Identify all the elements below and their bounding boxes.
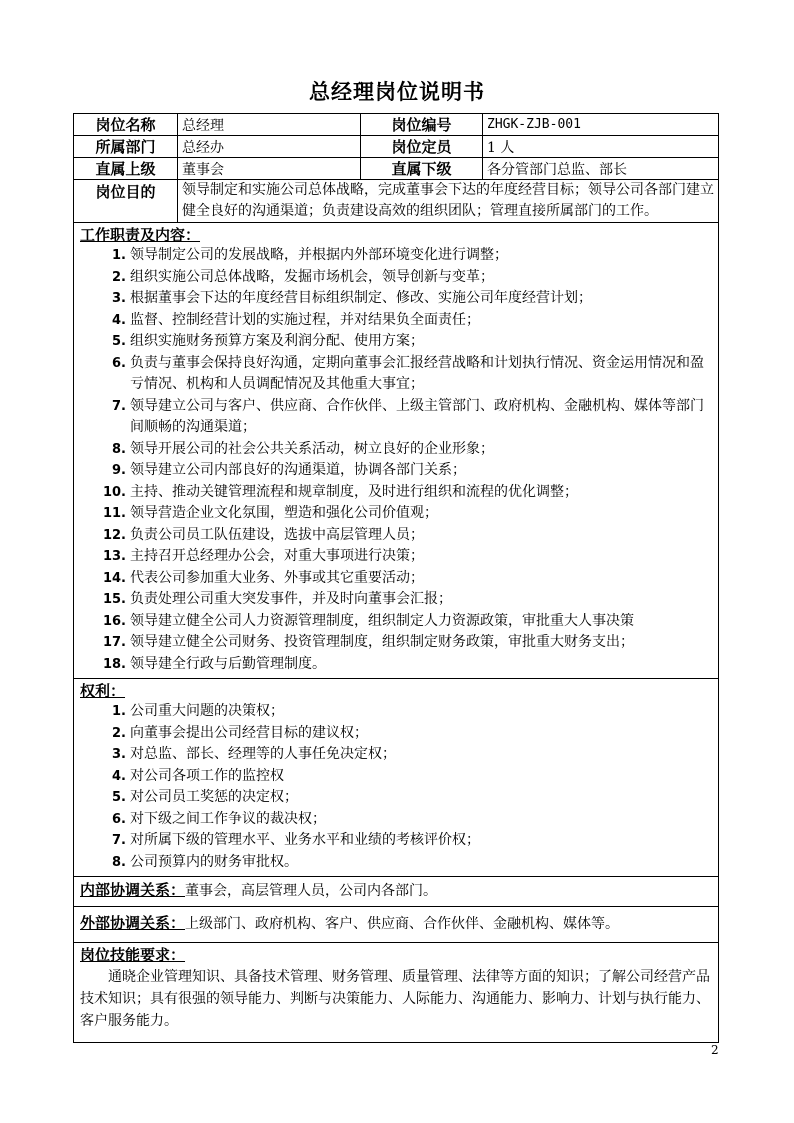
duty-item-text: 领导建立公司内部良好的沟通渠道，协调各部门关系； xyxy=(130,462,466,478)
right-item-text: 公司预算内的财务审批权。 xyxy=(130,853,298,870)
purpose-value: 领导制定和实施公司总体战略，完成董事会下达的年度经营目标；领导公司各部门建立健全良好的沟通渠道；负责建设高效的组织团队；管理直接所属部门的工作。 xyxy=(178,180,719,223)
duty-item-text: 负责与董事会保持良好沟通，定期向董事会汇报经营战略和计划执行情况、资金运用情况和盈亏情况、机构和人员调配情况及其他重大事宜； xyxy=(130,354,704,392)
duty-item-number: 12. xyxy=(102,527,126,543)
duties-title: 工作职责及内容： xyxy=(80,226,201,244)
duty-item xyxy=(80,546,712,568)
skills-text: 通晓企业管理知识、具备技术管理、财务管理、质量管理、法律等方面的知识；了解公司经营产品技术知识；具有很强的领导能力、判断与决策能力、人际能力、沟通能力、影响力、计划与执行能力、客户服务能力。 xyxy=(80,969,710,1029)
right-item xyxy=(80,723,712,745)
department-value: 总经办 xyxy=(178,136,361,158)
duty-item xyxy=(80,503,712,525)
duties-section xyxy=(74,223,719,679)
duty-item-text: 领导建立公司与客户、供应商、合作伙伴、上级主管部门、政府机构、金融机构、媒体等部门间顺畅的沟通渠道； xyxy=(130,397,704,435)
department-label: 所属部门 xyxy=(74,136,178,158)
right-item-number: 1. xyxy=(112,704,126,719)
row-internal xyxy=(74,877,719,907)
row-skills xyxy=(74,943,719,1043)
row-position xyxy=(74,114,719,136)
duty-item xyxy=(80,396,712,439)
duty-item-number: 3. xyxy=(112,291,126,306)
position-name-value: 总经理 xyxy=(178,114,361,136)
duty-item-number: 1. xyxy=(112,248,126,263)
duty-item-text: 负责公司员工队伍建设，选拔中高层管理人员； xyxy=(130,526,424,543)
duty-item-text: 负责处理公司重大突发事件，并及时向董事会汇报； xyxy=(130,591,452,607)
duty-item xyxy=(80,245,712,267)
duty-item-number: 10. xyxy=(102,484,126,500)
duty-item-text: 领导营造企业文化氛围，塑造和强化公司价值观； xyxy=(130,505,438,521)
duty-item-number: 18. xyxy=(102,656,126,672)
duty-item-number: 17. xyxy=(102,635,126,650)
duty-item xyxy=(80,611,712,633)
right-item xyxy=(80,787,712,809)
duty-item xyxy=(80,568,712,590)
position-code-label: 岗位编号 xyxy=(361,114,483,136)
duty-item-text: 主持、推动关键管理流程和规章制度，及时进行组织和流程的优化调整； xyxy=(130,483,578,500)
duty-item xyxy=(80,353,712,396)
duties-list xyxy=(80,245,712,675)
right-item-number: 2. xyxy=(112,725,126,741)
right-item xyxy=(80,766,712,788)
duty-item xyxy=(80,267,712,289)
duty-item-number: 14. xyxy=(102,570,126,586)
page-number: 2 xyxy=(711,1043,719,1057)
duty-item-number: 13. xyxy=(102,549,126,564)
right-item-number: 8. xyxy=(112,854,126,870)
duty-item-number: 6. xyxy=(112,355,126,371)
right-item-text: 对所属下级的管理水平、业务水平和业绩的考核评价权； xyxy=(130,832,480,848)
duty-item xyxy=(80,331,712,353)
duty-item-number: 16. xyxy=(102,613,126,629)
internal-text: 董事会，高层管理人员，公司内各部门。 xyxy=(185,883,438,899)
right-item-number: 3. xyxy=(112,747,126,762)
duty-item-number: 5. xyxy=(112,334,126,349)
skills-section xyxy=(74,943,719,1043)
duty-item-number: 4. xyxy=(112,312,126,328)
right-item xyxy=(80,830,712,852)
rights-section xyxy=(74,679,719,877)
subordinate-value: 各分管部门总监、部长 xyxy=(483,158,719,180)
document-title: 总经理岗位说明书 xyxy=(309,79,485,104)
right-item-number: 6. xyxy=(112,811,126,827)
job-description-table xyxy=(73,113,719,1043)
row-department xyxy=(74,136,719,158)
duty-item-number: 8. xyxy=(112,441,126,457)
external-title: 外部协调关系： xyxy=(80,914,186,932)
purpose-label: 岗位目的 xyxy=(74,180,178,223)
superior-value: 董事会 xyxy=(178,158,361,180)
right-item-number: 5. xyxy=(112,790,126,805)
row-duties xyxy=(74,223,719,679)
right-item xyxy=(80,809,712,831)
internal-section xyxy=(74,877,719,907)
duty-item xyxy=(80,439,712,461)
right-item-number: 7. xyxy=(112,833,126,848)
duty-item-text: 领导建立健全公司财务、投资管理制度，组织制定财务政策，审批重大财务支出； xyxy=(130,634,634,650)
right-item-text: 对公司各项工作的监控权 xyxy=(130,767,284,784)
duty-item-number: 2. xyxy=(112,269,126,285)
position-code-value: ZHGK-ZJB-001 xyxy=(483,114,719,136)
headcount-value: 1 人 xyxy=(483,136,719,158)
duty-item-text: 监督、控制经营计划的实施过程，并对结果负全面责任； xyxy=(130,311,480,328)
duty-item-text: 领导制定公司的发展战略，并根据内外部环境变化进行调整； xyxy=(130,247,508,263)
external-section xyxy=(74,907,719,943)
rights-title: 权利： xyxy=(80,682,126,700)
row-external xyxy=(74,907,719,943)
duty-item-text: 组织实施公司总体战略，发掘市场机会，领导创新与变革； xyxy=(130,268,494,285)
duty-item-text: 领导建立健全公司人力资源管理制度，组织制定人力资源政策，审批重大人事决策 xyxy=(130,612,634,629)
row-purpose xyxy=(74,180,719,223)
right-item xyxy=(80,744,712,766)
row-rights xyxy=(74,679,719,877)
right-item-number: 4. xyxy=(112,768,126,784)
duty-item-number: 15. xyxy=(102,592,126,607)
right-item-text: 公司重大问题的决策权； xyxy=(130,703,284,719)
external-text: 上级部门、政府机构、客户、供应商、合作伙伴、金融机构、媒体等。 xyxy=(185,916,620,932)
right-item-text: 对公司员工奖惩的决定权； xyxy=(130,789,298,805)
duty-item xyxy=(80,654,712,676)
duty-item-text: 领导建全行政与后勤管理制度。 xyxy=(130,655,326,672)
internal-title: 内部协调关系： xyxy=(80,881,186,899)
duty-item-number: 11. xyxy=(102,506,126,521)
right-item-text: 向董事会提出公司经营目标的建议权； xyxy=(130,724,368,741)
rights-list xyxy=(80,701,712,873)
right-item-text: 对总监、部长、经理等的人事任免决定权； xyxy=(130,746,396,762)
duty-item xyxy=(80,310,712,332)
duty-item-number: 7. xyxy=(112,398,126,414)
duty-item-text: 组织实施财务预算方案及利润分配、使用方案； xyxy=(130,333,424,349)
duty-item-text: 主持召开总经理办公会，对重大事项进行决策； xyxy=(130,548,424,564)
row-reporting xyxy=(74,158,719,180)
skills-title: 岗位技能要求： xyxy=(80,946,186,964)
duty-item xyxy=(80,589,712,611)
right-item xyxy=(80,852,712,874)
right-item xyxy=(80,701,712,723)
headcount-label: 岗位定员 xyxy=(361,136,483,158)
duty-item xyxy=(80,460,712,482)
duty-item-text: 领导开展公司的社会公共关系活动，树立良好的企业形象； xyxy=(130,440,494,457)
superior-label: 直属上级 xyxy=(74,158,178,180)
duty-item xyxy=(80,632,712,654)
subordinate-label: 直属下级 xyxy=(361,158,483,180)
duty-item-text: 代表公司参加重大业务、外事或其它重要活动； xyxy=(130,569,424,586)
right-item-text: 对下级之间工作争议的裁决权； xyxy=(130,810,326,827)
duty-item xyxy=(80,525,712,547)
duty-item-text: 根据董事会下达的年度经营目标组织制定、修改、实施公司年度经营计划； xyxy=(130,290,592,306)
duty-item xyxy=(80,288,712,310)
position-name-label: 岗位名称 xyxy=(74,114,178,136)
duty-item xyxy=(80,482,712,504)
duty-item-number: 9. xyxy=(112,463,126,478)
